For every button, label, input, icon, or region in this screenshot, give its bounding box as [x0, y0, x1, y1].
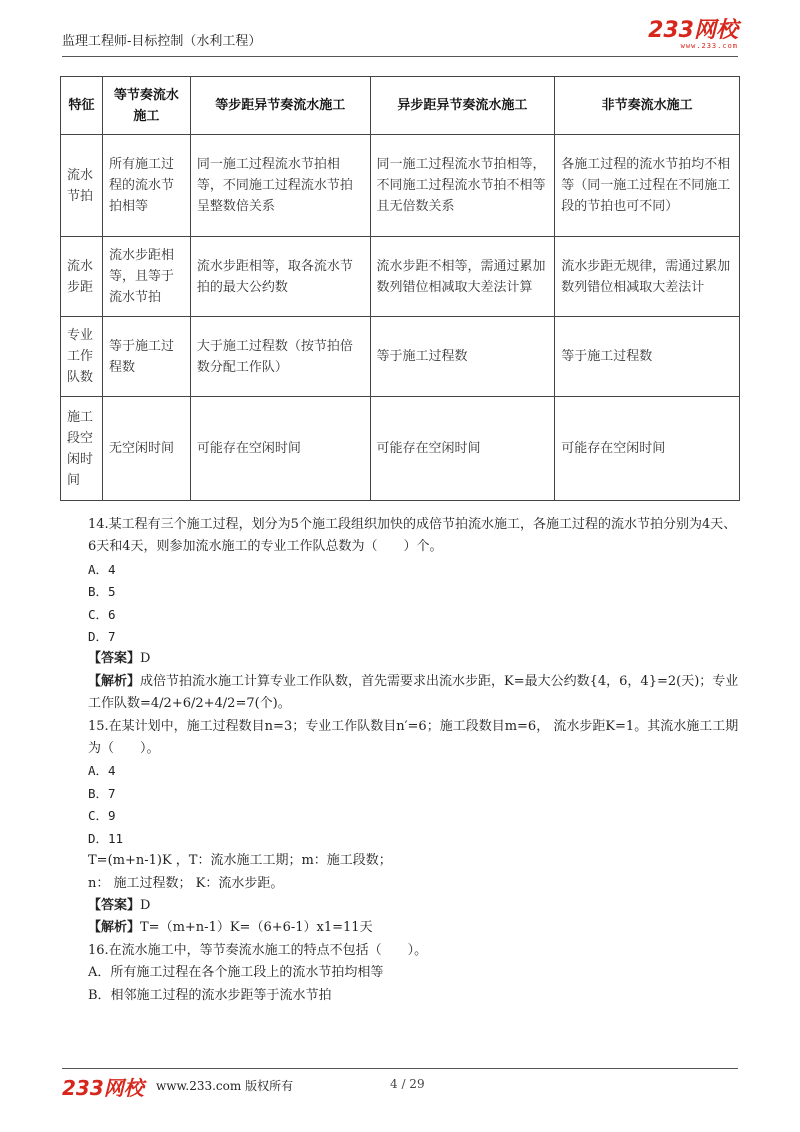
question-15-option: D．11: [88, 830, 124, 846]
comparison-table: [60, 76, 740, 501]
table-cell: 无空闲时间: [102, 397, 190, 501]
table-cell: 等于施工过程数: [555, 317, 740, 397]
table-row: [61, 135, 740, 237]
question-15-formula: T=(m+n-1)K ，T：流水施工工期；m：施工段数；: [88, 853, 392, 869]
table-row: [61, 397, 740, 501]
table-row-label: 流水步距: [61, 237, 103, 317]
analysis-text: 成倍节拍流水施工计算专业工作队数，首先需要求出流水步距，K=最大公约数{4，6，4}=2(天)；专业工作队数=4/2+6/2+4/2=7(个)。: [88, 673, 739, 712]
answer-value: D: [140, 651, 151, 667]
question-14-option: A．4: [88, 561, 116, 577]
table-cell: 等于施工过程数: [102, 317, 190, 397]
footer-copyright: www.233.com 版权所有: [156, 1079, 294, 1093]
table-header-row: [61, 77, 740, 135]
table-cell: 等于施工过程数: [370, 317, 555, 397]
answer-value: D: [140, 897, 151, 913]
question-15-option: B．7: [88, 785, 116, 801]
page-number: 4 / 29: [390, 1077, 425, 1091]
question-14-analysis: [62, 671, 742, 716]
logo-text: 233网校: [648, 18, 738, 43]
table-cell: 流水步距不相等，需通过累加数列错位相减取大差法计算: [370, 237, 555, 317]
table-header-cell: 异步距异节奏流水施工: [370, 77, 555, 135]
logo-url: www.233.com: [680, 42, 738, 50]
question-14-option: B．5: [88, 584, 116, 600]
table-cell: 可能存在空闲时间: [190, 397, 370, 501]
table-cell: 流水步距无规律，需通过累加数列错位相减取大差法计: [555, 237, 740, 317]
table-row-label: 施工段空闲时间: [61, 397, 103, 501]
question-15-answer: [62, 895, 742, 917]
table-header-cell: 等节奏流水施工: [102, 77, 190, 135]
question-15-option: A．4: [88, 763, 116, 779]
question-14-stem: 14.某工程有三个施工过程，划分为5个施工段组织加快的成倍节拍流水施工，各施工过程的流水节拍分别为4天、6天和4天，则参加流水施工的专业工作队总数为（ ）个。: [88, 517, 737, 555]
question-15-formula: n： 施工过程数； K：流水步距。: [88, 875, 284, 891]
answer-label: 【答案】: [88, 897, 141, 913]
table-cell: 所有施工过程的流水节拍相等: [102, 135, 190, 237]
question-15-option: C．9: [88, 808, 116, 824]
questions-section: [62, 514, 742, 1007]
table-cell: 可能存在空闲时间: [555, 397, 740, 501]
question-16-stem: 16.在流水施工中，等节奏流水施工的特点不包括（ ）。: [88, 942, 428, 958]
question-16-option: B．相邻施工过程的流水步距等于流水节拍: [88, 987, 332, 1003]
question-15-stem: 15.在某计划中，施工过程数目n=3；专业工作队数目n′=6；施工段数目m=6， 流水步距K=1。其流水施工工期为（ ）。: [88, 718, 739, 757]
table-header-cell: 非节奏流水施工: [555, 77, 740, 135]
analysis-label: 【解析】: [88, 920, 141, 936]
table-cell: 流水步距相等，取各流水节拍的最大公约数: [190, 237, 370, 317]
question-15-analysis: [62, 917, 742, 939]
question-14-option: D．7: [88, 629, 116, 645]
question-14-answer: [62, 648, 742, 670]
table-cell: 大于施工过程数（按节拍倍数分配工作队）: [190, 317, 370, 397]
table-header-cell: 等步距异节奏流水施工: [190, 77, 370, 135]
brand-logo: [648, 20, 738, 50]
table-cell: 流水步距相等，且等于流水节拍: [102, 237, 190, 317]
question-14-option: C．6: [88, 606, 116, 622]
answer-label: 【答案】: [88, 651, 141, 667]
table-cell: 各施工过程的流水节拍均不相等（同一施工过程在不同施工段的节拍也可不同）: [555, 135, 740, 237]
header-divider: [62, 56, 738, 57]
table-row-label: 流水节拍: [61, 135, 103, 237]
table-cell: 同一施工过程流水节拍相等，不同施工过程流水节拍不相等且无倍数关系: [370, 135, 555, 237]
table-row-label: 专业工作队数: [61, 317, 103, 397]
question-16-option: A．所有施工过程在各个施工段上的流水节拍均相等: [88, 965, 384, 981]
table-row: [61, 317, 740, 397]
footer-logo: 233网校: [62, 1076, 144, 1100]
analysis-text: T=（m+n-1）K=（6+6-1）x1=11天: [140, 920, 373, 936]
table-cell: 可能存在空闲时间: [370, 397, 555, 501]
table-row: [61, 237, 740, 317]
analysis-label: 【解析】: [88, 673, 141, 689]
footer-divider: [62, 1068, 738, 1069]
document-header-title: 监理工程师-目标控制（水利工程）: [62, 34, 262, 49]
table-header-cell: 特征: [61, 77, 103, 135]
table-cell: 同一施工过程流水节拍相等，不同施工过程流水节拍呈整数倍关系: [190, 135, 370, 237]
